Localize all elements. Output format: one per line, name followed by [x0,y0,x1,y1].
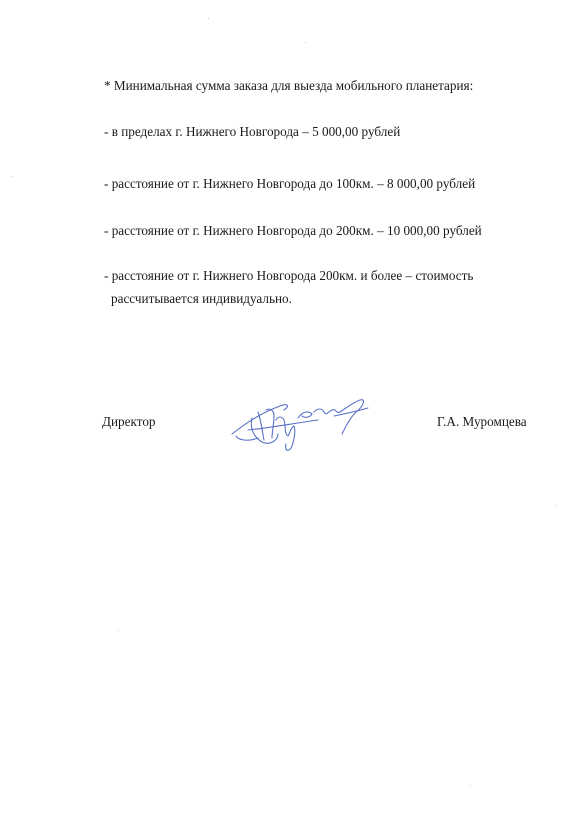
price-over-200km: - расстояние от г. Нижнего Новгорода 200км. и более – стоимость [104,268,474,283]
scan-speck [12,176,13,177]
scan-speck [118,630,119,631]
scan-speck [470,785,471,786]
price-up-to-100km: - расстояние от г. Нижнего Новгорода до 100км. – 8 000,00 рублей [104,176,476,191]
min-order-note: * Минимальная сумма заказа для выезда мобильного планетария: [104,78,474,93]
signer-name: Г.А. Муромцева [437,414,527,429]
price-over-200km-continuation: рассчитывается индивидуально. [111,291,292,306]
price-within-city: - в пределах г. Нижнего Новгорода – 5 000,00 рублей [104,124,401,139]
scan-speck [305,42,306,43]
scan-speck [555,505,556,506]
position-title: Директор [102,414,156,429]
handwritten-signature-icon [228,390,378,456]
price-up-to-200km: - расстояние от г. Нижнего Новгорода до 200км. – 10 000,00 рублей [104,223,482,238]
scan-speck [208,18,209,19]
